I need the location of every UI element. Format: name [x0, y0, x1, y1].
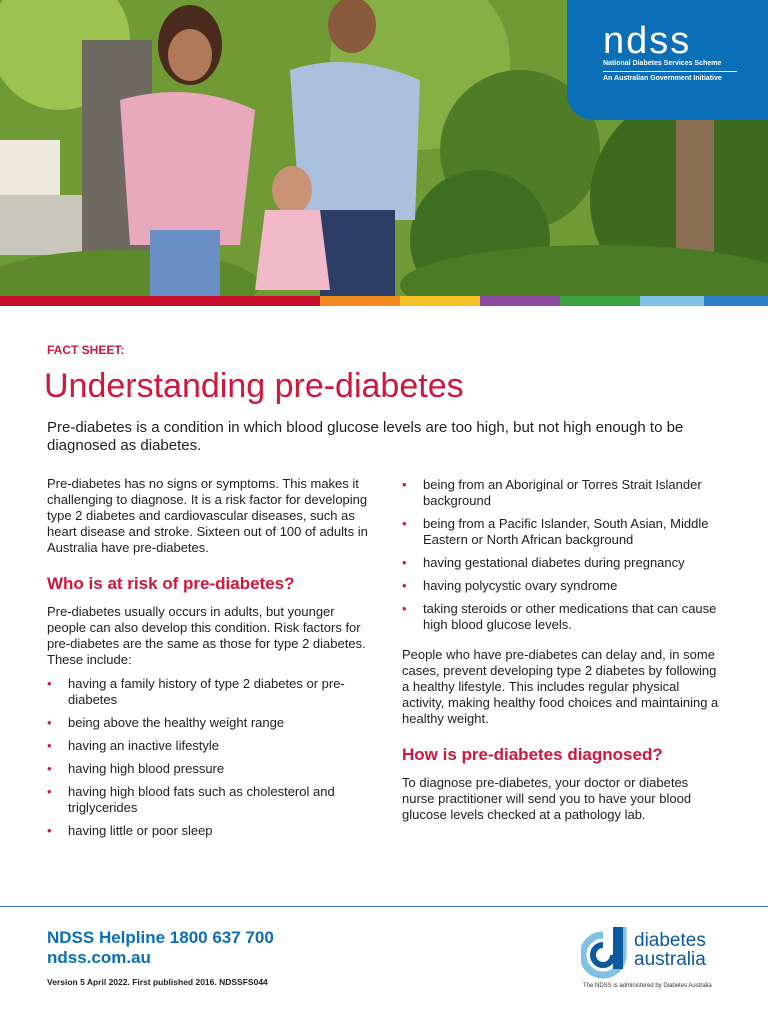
fact-sheet-label: FACT SHEET:: [47, 343, 125, 357]
page-title: Understanding pre-diabetes: [44, 367, 464, 405]
helpline-text: NDSS Helpline 1800 637 700: [47, 928, 274, 947]
ndss-logo-badge: [567, 0, 768, 120]
diagnosis-paragraph: To diagnose pre-diabetes, your doctor or diabetes nurse practitioner will send you to have your blood glucose levels checked at a pathology lab.: [402, 775, 692, 822]
color-stripe: [0, 296, 768, 306]
bullet-icon: •: [402, 516, 407, 531]
diagnosis-heading: How is pre-diabetes diagnosed?: [402, 745, 663, 764]
website-link[interactable]: ndss.com.au: [47, 948, 151, 967]
stripe-segment: [560, 296, 640, 306]
ndss-initiative: An Australian Government Initiative: [603, 75, 722, 82]
bullet-icon: •: [47, 715, 52, 730]
stripe-segment: [400, 296, 480, 306]
list-item: • being from a Pacific Islander, South Asian, Middle Eastern or North African background: [402, 516, 709, 547]
bullet-icon: •: [47, 823, 52, 838]
footer-divider: [0, 906, 768, 907]
stripe-segment: [160, 296, 320, 306]
list-item: • having an inactive lifestyle: [47, 738, 220, 753]
left-column: [47, 476, 377, 846]
risk-heading: Who is at risk of pre-diabetes?: [47, 574, 295, 593]
list-item: • taking steroids or other medications that can cause high blood glucose levels.: [402, 601, 717, 632]
stripe-segment: [704, 296, 768, 306]
hero-photo: [0, 0, 768, 296]
list-item: • having high blood pressure: [47, 761, 225, 776]
stripe-segment: [0, 296, 160, 306]
ndss-subtitle: National Diabetes Services Scheme: [603, 60, 722, 67]
risk-intro-paragraph: Pre-diabetes usually occurs in adults, but younger people can also develop this condition. Risk factors for pre-diabetes are the same as those for type 2 diabetes. These include:: [47, 604, 366, 667]
bullet-icon: •: [47, 784, 52, 799]
ndss-divider: [603, 71, 737, 72]
stripe-segment: [640, 296, 704, 306]
admin-note: The NDSS is administered by Diabetes Australia: [583, 983, 712, 989]
bullet-icon: •: [402, 555, 407, 570]
list-item: • having polycystic ovary syndrome: [402, 578, 618, 593]
risk-factor-list-left: [47, 676, 377, 839]
bullet-icon: •: [402, 477, 407, 492]
intro-paragraph: Pre-diabetes is a condition in which blood glucose levels are too high, but not high enough to be diagnosed as diabetes.: [47, 419, 684, 454]
list-item: • having gestational diabetes during pregnancy: [402, 555, 685, 570]
bullet-icon: •: [47, 738, 52, 753]
list-item: • having a family history of type 2 diabetes or pre-diabetes: [47, 676, 345, 707]
risk-factor-list-right: [402, 477, 722, 633]
version-text: Version 5 April 2022. First published 2016. NDSSFS044: [47, 977, 268, 987]
lifestyle-paragraph: People who have pre-diabetes can delay and, in some cases, prevent developing type 2 diabetes by following a healthy lifestyle. This includes regular physical activity, making healthy food choices and maintaining a healthy weight.: [402, 647, 719, 726]
stripe-segment: [480, 296, 560, 306]
bullet-icon: •: [47, 761, 52, 776]
ndss-logo: ndss: [603, 20, 692, 62]
bullet-icon: •: [47, 676, 52, 691]
symptoms-paragraph: Pre-diabetes has no signs or symptoms. This makes it challenging to diagnose. It is a risk factor for developing type 2 diabetes and cardiovascular diseases, such as heart disease and stroke. Sixteen out of 100 of adults in Australia have pre-diabetes.: [47, 476, 368, 555]
list-item: • being above the healthy weight range: [47, 715, 285, 730]
right-column: [402, 477, 722, 841]
stripe-segment: [320, 296, 400, 306]
bullet-icon: •: [402, 601, 407, 616]
list-item: • being from an Aboriginal or Torres Strait Islander background: [402, 477, 702, 508]
bullet-icon: •: [402, 578, 407, 593]
list-item: • having little or poor sleep: [47, 823, 213, 838]
list-item: • having high blood fats such as cholesterol and triglycerides: [47, 784, 335, 815]
diabetes-australia-wordmark: diabetes australia: [634, 930, 706, 970]
